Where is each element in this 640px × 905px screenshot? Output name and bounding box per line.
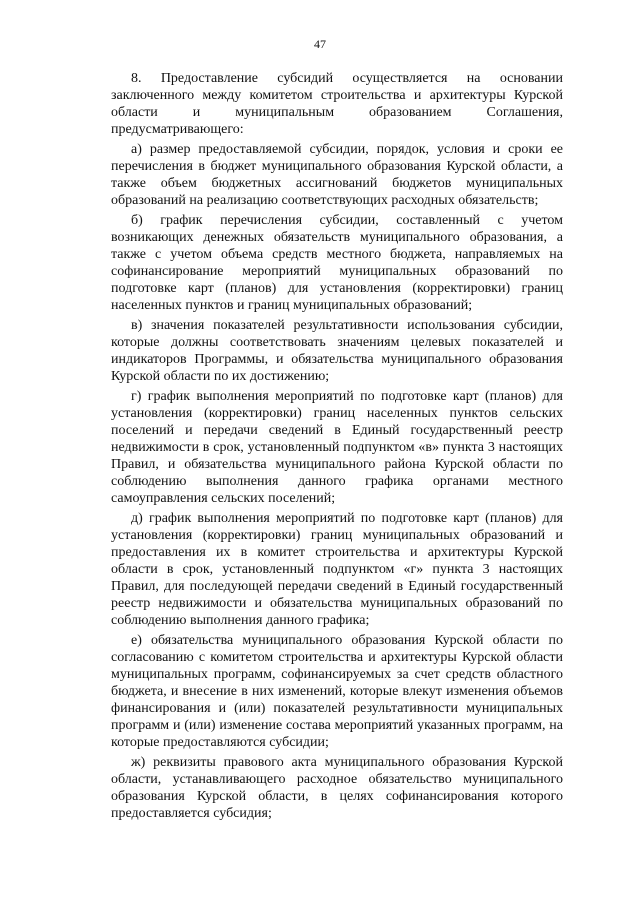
paragraph-zh: ж) реквизиты правового акта муниципального образования Курской области, устанавливающего расходное обязательство муниципального образования Курской области, в целях софинансирования которого предоставляется субсидия; — [111, 755, 563, 821]
document-body — [111, 70, 563, 825]
paragraph-v: в) значения показателей результативности использования субсидии, которые должны соответствовать значениям целевых показателей и индикаторов Программы, и обязательства муниципального образования Курской области по их достижению; — [111, 318, 563, 384]
paragraph-8: 8. Предоставление субсидий осуществляется на основании заключенного между комитетом строительства и архитектуры Курской области и муниципальным образованием Соглашения, предусматривающего: — [111, 71, 563, 137]
paragraph-a: а) размер предоставляемой субсидии, порядок, условия и сроки ее перечисления в бюджет муниципального образования Курской области, а также объем бюджетных ассигнований бюджетов муниципальных образований на реализацию соответствующих расходных обязательств; — [111, 142, 563, 208]
paragraph-g: г) график выполнения мероприятий по подготовке карт (планов) для установления (корректировки) границ населенных пунктов сельских поселений и передачи сведений в Единый государственный реестр недвижимости в срок, установленный подпунктом «в» пункта 3 настоящих Правил, и обязательства муниципального района Курской области по соблюдению выполнения данного графика органами местного самоуправления сельских поселений; — [111, 389, 563, 506]
paragraph-b: б) график перечисления субсидии, составленный с учетом возникающих денежных обязательств муниципального образования, а также с учетом объема средств местного бюджета, направляемых на софинансирование мероприятий муниципальных образований по подготовке карт (планов) для установления (корректировки) границ населенных пунктов и границ муниципальных образований; — [111, 213, 563, 313]
paragraph-d: д) график выполнения мероприятий по подготовке карт (планов) для установления (корректировки) границ муниципальных образований и предоставления их в комитет строительства и архитектуры Курской области в срок, установленный подпунктом «г» пункта 3 настоящих Правил, для последующей передачи сведений в Единый государственный реестр недвижимости и обязательства муниципальных образований по соблюдению выполнения данного графика; — [111, 511, 563, 628]
paragraph-e: е) обязательства муниципального образования Курской области по согласованию с комитетом строительства и архитектуры Курской области муниципальных программ, софинансируемых за счет средств областного бюджета, и внесение в них изменений, которые влекут изменения объемов финансирования и (или) показателей результативности муниципальных программ и (или) изменение состава мероприятий указанных программ, на которые предоставляются субсидии; — [111, 633, 563, 750]
page-number: 47 — [314, 37, 326, 51]
